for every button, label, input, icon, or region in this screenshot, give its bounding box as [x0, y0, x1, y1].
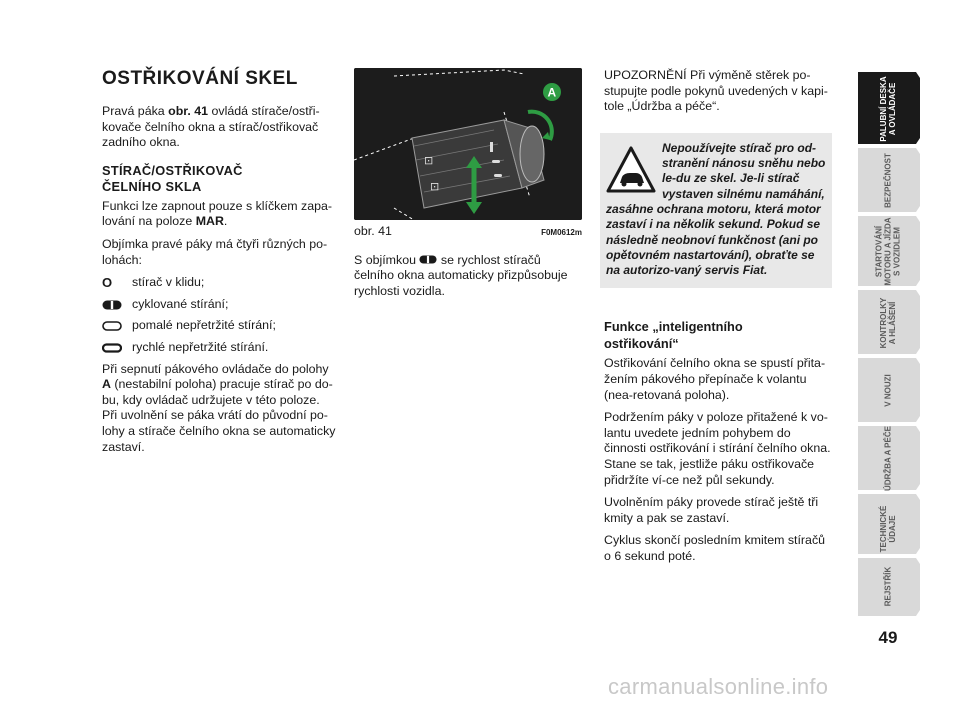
section-title: OSTŘIKOVÁNÍ SKEL: [102, 68, 298, 89]
slow-wipe-icon: [102, 321, 132, 331]
tab-warning-lights[interactable]: [856, 290, 922, 354]
tab-label: ÚDRŽBA A PÉČE: [883, 426, 893, 491]
warning-box: [600, 133, 832, 289]
position-text: stírač v klidu;: [132, 275, 205, 290]
subsection-title: [102, 163, 338, 195]
ring-paragraph: Objímka pravé páky má čtyři různých po-lohách:: [102, 236, 328, 267]
tab-label: REJSTŘÍK: [883, 566, 893, 607]
interval-wipe-icon: [419, 253, 437, 269]
tab-safety[interactable]: [856, 148, 922, 212]
unstable-position-paragraph: [102, 362, 338, 456]
subsection-title-line1: STÍRAČ/OSTŘIKOVAČ: [102, 162, 243, 178]
speed-text-a: S objímkou: [354, 252, 420, 267]
tab-starting-driving[interactable]: [856, 216, 922, 286]
position-item: [102, 297, 338, 313]
intro-text-a: Pravá páka: [102, 104, 169, 118]
column-middle: [354, 68, 582, 306]
intro-paragraph: [102, 104, 338, 151]
figure-caption-text: obr. 41: [354, 224, 392, 238]
unstable-text-a: Při sepnutí pákového ovládače do polohy: [102, 361, 329, 376]
position-text: pomalé nepřetržité stírání;: [132, 318, 276, 333]
fast-wipe-icon: [102, 343, 132, 353]
tab-label: BEZPEČNOST: [883, 153, 893, 208]
tab-index[interactable]: [856, 558, 922, 616]
warning-text: Nepoužívejte stírač pro od-stranění nánosu sněhu nebo le-du ze skel. Je-li stírač vystaven silnému namáhání, zasáhne ochrana motoru, která motor zastaví i na několik sekund. Pokud se následně neobnoví funkčnost (ani po opětovném nastartování), obraťte se na autorizo-vaný servis Fiat.: [606, 140, 826, 278]
svg-text:⊡: ⊡: [430, 180, 440, 193]
tab-label: PALUBNÍ DESKA A OVLÁDAČE: [879, 76, 897, 142]
column-right: [604, 68, 832, 572]
watermark: carmanualsonline.info: [608, 674, 829, 699]
smart-wash-title: [604, 318, 832, 352]
page-number: 49: [878, 628, 898, 647]
smart-wash-paragraph-3: Uvolněním páky provede stírač ještě tři kmity a pak se zastaví.: [604, 495, 819, 525]
wiper-stalk-illustration: [354, 68, 582, 220]
speed-paragraph: [354, 253, 582, 300]
ignition-position: MAR: [195, 214, 224, 229]
position-text: cyklované stírání;: [132, 296, 229, 311]
position-text: rychlé nepřetržité stírání.: [132, 339, 269, 354]
ignition-paragraph: [102, 199, 338, 230]
tab-label: TECHNICKÉ ÚDAJE: [879, 505, 897, 553]
figure-code: F0M0612m: [541, 228, 582, 237]
smart-wash-paragraph-1: Ostřikování čelního okna se spustí přita-žením pákového přepínače k volantu (nea-retovaná poloha).: [604, 356, 826, 402]
note-paragraph: UPOZORNĚNÍ Při výměně stěrek po-stupujte podle pokynů uvedených v kapi-tole „Údržba a péče“.: [604, 68, 828, 114]
position-a-label: A: [102, 377, 111, 392]
ignition-text: Funkci lze zapnout pouze s klíčkem zapa-lování na poloze: [102, 198, 333, 229]
smart-wash-paragraph-4: Cyklus skončí posledním kmitem stíračů o 6 sekund poté.: [604, 533, 826, 563]
subsection-title-line2: ČELNÍHO SKLA: [102, 178, 202, 194]
figure-ref: obr. 41: [168, 104, 209, 118]
speed-text-b: se rychlost stíračů čelního okna automaticky přizpůsobuje rychlosti vozidla.: [354, 252, 568, 298]
tab-maintenance[interactable]: [856, 426, 922, 490]
figure-label-a: A: [547, 85, 557, 100]
figure-caption: [354, 224, 582, 241]
unstable-text-b: (nestabilní poloha) pracuje stírač po do-bu, kdy ovládač udržujete v této poloze. Při uvolnění se páka vrátí do původní po-lohy a stírače čelního okna se automaticky zastaví.: [102, 377, 336, 454]
off-position-icon: [102, 275, 132, 291]
warning-triangle-icon: [606, 145, 656, 195]
tab-dashboard-controls[interactable]: [856, 72, 922, 144]
tab-label: V NOUZI: [883, 374, 893, 407]
tab-technical-data[interactable]: [856, 494, 922, 554]
smart-wash-paragraph-2: Podržením páky v poloze přitažené k vo-lantu uvedete jedním pohybem do činnosti ostřikování i stírání čelního okna. Stane se tak, jestliže páku ostřikovače přidržíte ví-ce než půl sekundy.: [604, 410, 831, 487]
tab-label: KONTROLKY A HLÁŠENÍ: [879, 297, 897, 349]
ignition-dot: .: [223, 214, 228, 229]
position-item: [102, 318, 338, 334]
svg-text:⊡: ⊡: [424, 154, 434, 167]
figure-41: [354, 68, 582, 220]
position-item: [102, 275, 338, 291]
column-left: [102, 68, 338, 462]
position-item: [102, 340, 338, 356]
intro-text-b: ovládá stírače/ostři-kovače čelního okna a stírač/ostřikovač zadního okna.: [102, 104, 320, 150]
tab-emergency[interactable]: [856, 358, 922, 422]
off-position-glyph: O: [102, 275, 113, 291]
tab-label: STARTOVÁNÍ MOTORU A JÍZDA S VOZIDLEM: [874, 217, 902, 286]
smart-wash-title-line1: Funkce „inteligentního: [604, 319, 743, 335]
interval-wipe-icon: [102, 300, 132, 310]
smart-wash-title-line2: ostřikování“: [604, 336, 679, 352]
